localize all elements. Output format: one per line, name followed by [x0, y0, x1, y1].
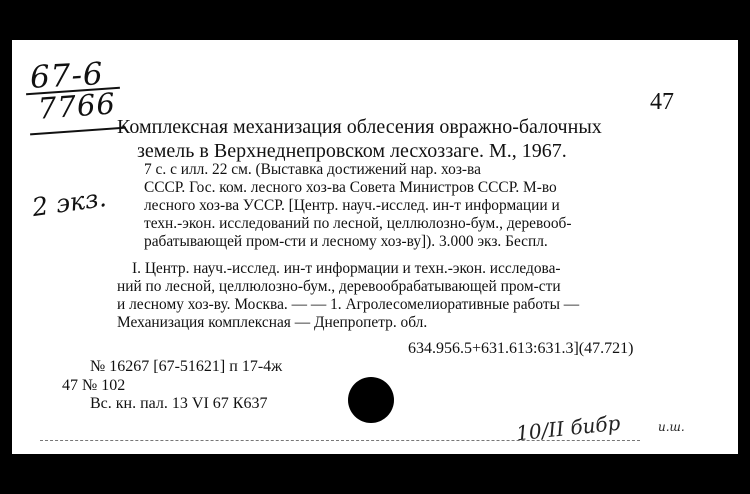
description-line: лесного хоз-ва УССР. [Центр. науч.-исслед. ин-т информации и: [144, 197, 560, 214]
description-line: СССР. Гос. ком. лесного хоз-ва Совета Министров СССР. М-во: [144, 179, 557, 196]
handwritten-call-number-top: 67-6: [29, 56, 105, 96]
subject-line: I. Центр. науч.-исслед. ин-т информации и техн.-экон. исследова-: [132, 260, 561, 277]
description-line: техн.-экон. исследований по лесной, целлюлозно-бум., деревооб-: [144, 215, 572, 232]
description-line: рабатывающей пром-сти и лесному хоз-ву]). 3.000 экз. Беспл.: [144, 233, 548, 250]
registry-line-2: 47 № 102: [62, 377, 126, 394]
subject-line: и лесному хоз-ву. Москва. — — 1. Агролесомелиоративные работы —: [117, 296, 580, 313]
card-punch-hole: [348, 377, 394, 423]
call-number-underline-2: [30, 127, 126, 136]
registry-number: № 16267 [67-51621] п 17-4ж: [90, 358, 283, 375]
title-line-1: Комплексная механизация облесения овражно-балочных: [117, 116, 602, 138]
card-number: 47: [650, 89, 674, 115]
handwritten-bottom-initials: и.ш.: [658, 420, 685, 434]
classification-code: 634.956.5+631.613:631.3](47.721): [408, 340, 634, 357]
handwritten-bottom-note: 10/II бибр: [515, 410, 622, 446]
registry-line-3: Вс. кн. пал. 13 VI 67 К637: [90, 395, 268, 412]
subject-line: ний по лесной, целлюлозно-бум., деревообрабатывающей пром-сти: [117, 278, 561, 295]
handwritten-call-number-bottom: 7766: [36, 86, 117, 126]
handwritten-copies-note: 2 экз.: [30, 182, 109, 223]
description-line: 7 с. с илл. 22 см. (Выставка достижений нар. хоз-ва: [144, 161, 481, 178]
subject-line: Механизация комплексная — Днепропетр. обл.: [117, 314, 428, 331]
title-line-2: земель в Верхнеднепровском лесхоззаге. М., 1967.: [137, 140, 567, 162]
catalog-card: [12, 40, 738, 454]
